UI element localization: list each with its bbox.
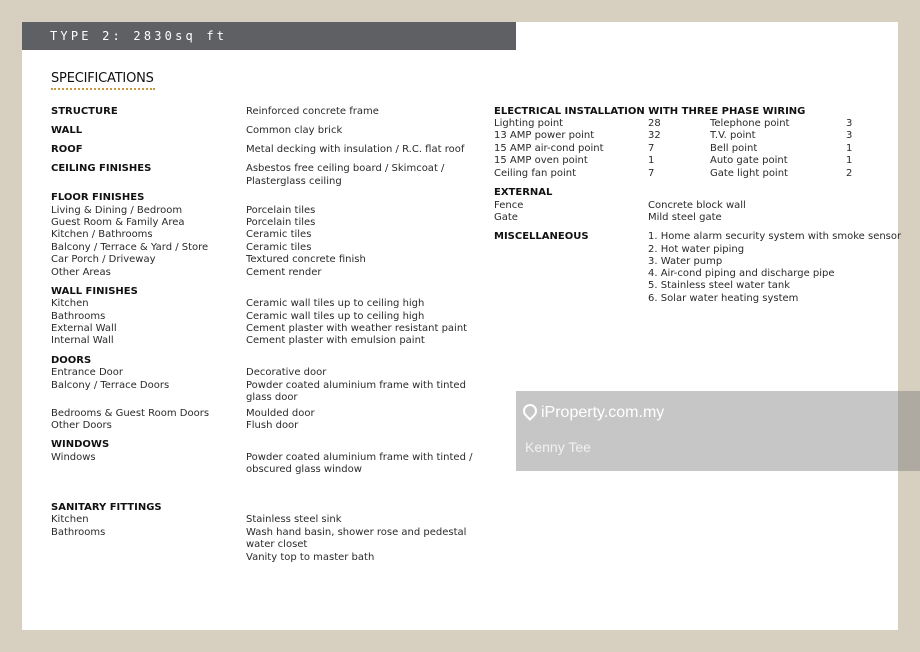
- floor-finishes-heading: FLOOR FINISHES: [51, 192, 145, 203]
- list-item-value: Ceramic tiles: [246, 229, 312, 240]
- misc-heading: MISCELLANEOUS: [494, 231, 589, 242]
- list-item-value: Ceramic wall tiles up to ceiling high: [246, 298, 425, 309]
- wall-value: Common clay brick: [246, 125, 343, 136]
- watermark: [516, 391, 920, 471]
- electrical-item: Lighting point: [494, 118, 564, 129]
- list-item: Other Doors: [51, 420, 112, 431]
- title-dotted-underline: [51, 88, 155, 90]
- list-item: Kitchen / Bathrooms: [51, 229, 153, 240]
- watermark-logo: [523, 404, 664, 422]
- list-item-value: Porcelain tiles: [246, 217, 316, 228]
- list-item: Bathrooms: [51, 527, 106, 538]
- electrical-count: 1: [846, 143, 853, 154]
- electrical-item: Gate light point: [710, 168, 788, 179]
- electrical-count: 2: [846, 168, 853, 179]
- list-item-value: Wash hand basin, shower rose and pedestal: [246, 527, 467, 538]
- electrical-item: T.V. point: [710, 130, 756, 141]
- location-pin-icon: [520, 401, 540, 421]
- list-item: Bathrooms: [51, 311, 106, 322]
- list-item-value: Mild steel gate: [648, 212, 722, 223]
- electrical-item: Telephone point: [710, 118, 790, 129]
- list-item: Car Porch / Driveway: [51, 254, 156, 265]
- list-item-value: Porcelain tiles: [246, 205, 316, 216]
- structure-label: STRUCTURE: [51, 106, 118, 117]
- list-item-value: Powder coated aluminium frame with tinted /: [246, 452, 473, 463]
- list-item: Kitchen: [51, 298, 89, 309]
- list-item: Fence: [494, 200, 524, 211]
- ceiling-value-cont: Plasterglass ceiling: [246, 176, 342, 187]
- electrical-heading: ELECTRICAL INSTALLATION WITH THREE PHASE WIRING: [494, 106, 806, 117]
- electrical-item: Bell point: [710, 143, 758, 154]
- type-banner: [22, 22, 516, 50]
- list-item: Bedrooms & Guest Room Doors: [51, 408, 210, 419]
- page-title: SPECIFICATIONS: [51, 71, 154, 86]
- list-item: External Wall: [51, 323, 117, 334]
- electrical-count: 7: [648, 143, 655, 154]
- list-item: 6. Solar water heating system: [648, 293, 799, 304]
- structure-value: Reinforced concrete frame: [246, 106, 379, 117]
- list-item-value: Textured concrete finish: [246, 254, 366, 265]
- list-item-value: Flush door: [246, 420, 299, 431]
- doors-heading: DOORS: [51, 355, 92, 366]
- electrical-item: 15 AMP oven point: [494, 155, 588, 166]
- electrical-item: Auto gate point: [710, 155, 788, 166]
- windows-heading: WINDOWS: [51, 439, 110, 450]
- electrical-count: 1: [648, 155, 655, 166]
- list-item-value: Ceramic wall tiles up to ceiling high: [246, 311, 425, 322]
- list-item-value: Concrete block wall: [648, 200, 746, 211]
- list-item: Entrance Door: [51, 367, 124, 378]
- electrical-count: 1: [846, 155, 853, 166]
- list-item-value-cont: Vanity top to master bath: [246, 552, 375, 563]
- roof-value: Metal decking with insulation / R.C. flat roof: [246, 144, 465, 155]
- list-item: Kitchen: [51, 514, 89, 525]
- roof-label: ROOF: [51, 144, 83, 155]
- list-item: Balcony / Terrace Doors: [51, 380, 170, 391]
- watermark-brand: iProperty.com.my: [541, 404, 665, 421]
- electrical-item: Ceiling fan point: [494, 168, 577, 179]
- list-item: Other Areas: [51, 267, 111, 278]
- list-item-value: Cement render: [246, 267, 322, 278]
- ceiling-label: CEILING FINISHES: [51, 163, 152, 174]
- list-item-value: Decorative door: [246, 367, 327, 378]
- electrical-count: 28: [648, 118, 661, 129]
- wall-label: WALL: [51, 125, 83, 136]
- list-item: Windows: [51, 452, 96, 463]
- list-item-value: Moulded door: [246, 408, 315, 419]
- list-item-value: Ceramic tiles: [246, 242, 312, 253]
- electrical-count: 7: [648, 168, 655, 179]
- list-item: Living & Dining / Bedroom: [51, 205, 183, 216]
- list-item-value: Cement plaster with weather resistant paint: [246, 323, 468, 334]
- sanitary-heading: SANITARY FITTINGS: [51, 502, 162, 513]
- list-item: 5. Stainless steel water tank: [648, 280, 791, 291]
- electrical-count: 3: [846, 130, 853, 141]
- list-item-value-cont: obscured glass window: [246, 464, 362, 475]
- electrical-count: 32: [648, 130, 661, 141]
- watermark-agent: Kenny Tee: [525, 439, 591, 455]
- ceiling-value: Asbestos free ceiling board / Skimcoat /: [246, 163, 445, 174]
- list-item: 4. Air-cond piping and discharge pipe: [648, 268, 835, 279]
- list-item-value-cont: water closet: [246, 539, 308, 550]
- list-item: 3. Water pump: [648, 256, 723, 267]
- list-item-value: Cement plaster with emulsion paint: [246, 335, 425, 346]
- list-item: Gate: [494, 212, 518, 223]
- list-item: Guest Room & Family Area: [51, 217, 185, 228]
- list-item-value: Powder coated aluminium frame with tinted: [246, 380, 466, 391]
- electrical-count: 3: [846, 118, 853, 129]
- list-item: 2. Hot water piping: [648, 244, 745, 255]
- list-item-value: Stainless steel sink: [246, 514, 342, 525]
- external-heading: EXTERNAL: [494, 187, 553, 198]
- list-item: Balcony / Terrace & Yard / Store: [51, 242, 209, 253]
- list-item-value-cont: glass door: [246, 392, 298, 403]
- list-item: Internal Wall: [51, 335, 114, 346]
- type-label: TYPE 2: 2830sq ft: [50, 29, 228, 43]
- wall-finishes-heading: WALL FINISHES: [51, 286, 138, 297]
- electrical-item: 15 AMP air-cond point: [494, 143, 604, 154]
- electrical-item: 13 AMP power point: [494, 130, 595, 141]
- list-item: 1. Home alarm security system with smoke sensor: [648, 231, 902, 242]
